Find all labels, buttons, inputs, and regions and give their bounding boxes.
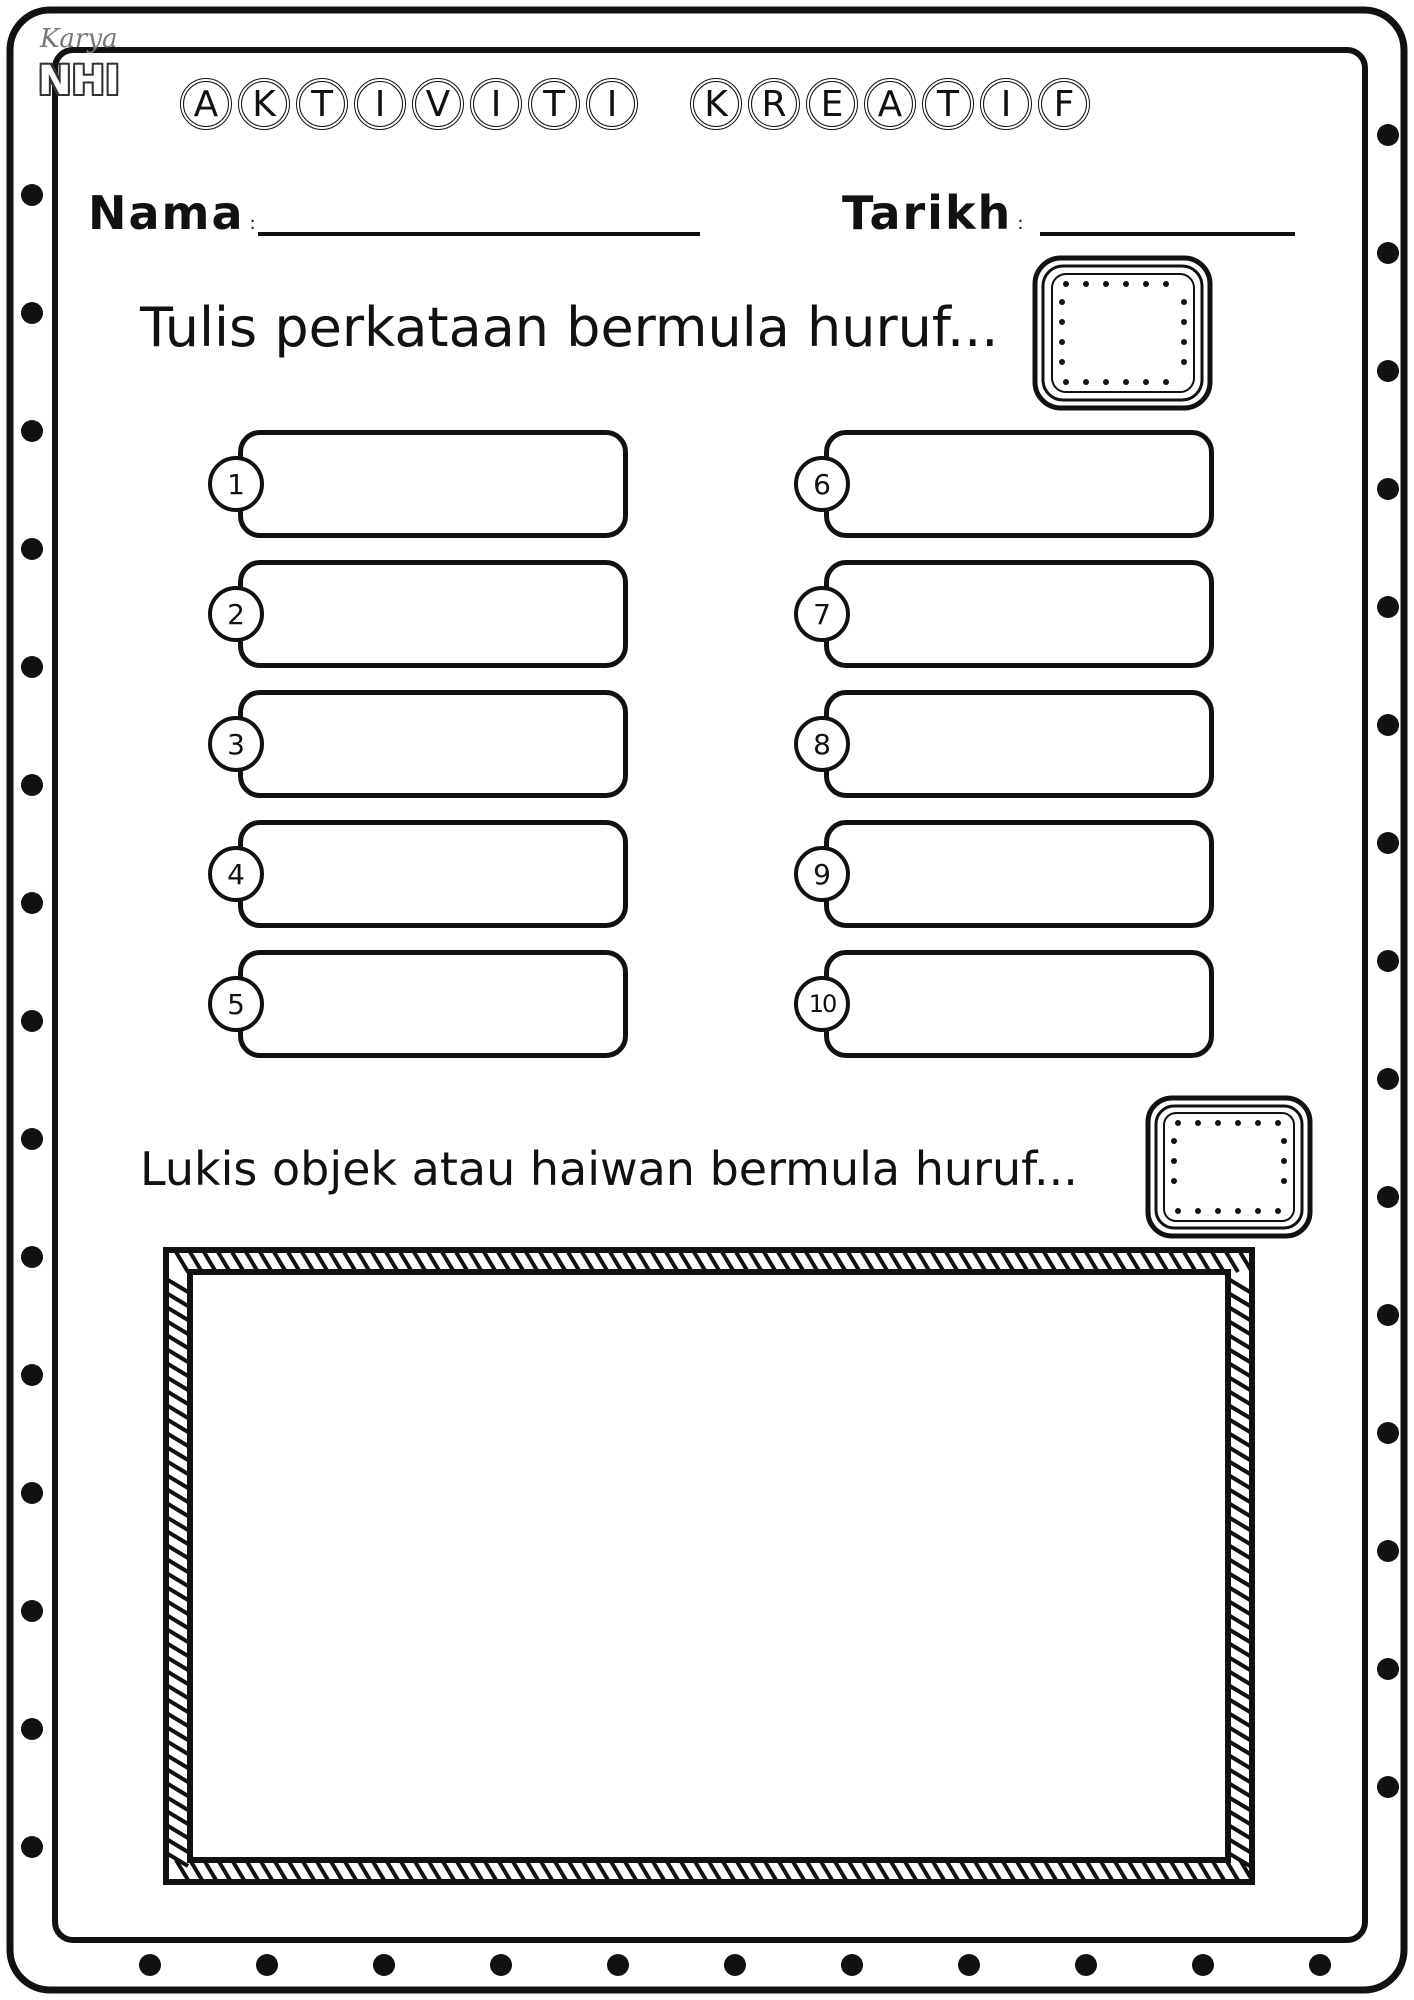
answer-box[interactable]: [238, 690, 628, 798]
decor-dot: [21, 656, 43, 678]
decor-dot: [21, 1010, 43, 1032]
page-title: [180, 78, 1090, 130]
logo-mark: NHI: [38, 58, 120, 104]
decor-dot: [1059, 319, 1065, 325]
decor-dot: [21, 1128, 43, 1150]
decor-dot: [1255, 1208, 1261, 1214]
drawing-area[interactable]: [166, 1250, 1252, 1882]
decor-dot: [1083, 379, 1089, 385]
date-field: [842, 186, 1023, 240]
answer-number-badge: 7: [794, 586, 850, 642]
decor-dot: [1255, 1120, 1261, 1126]
title-letter: T: [296, 78, 348, 130]
name-field: [88, 186, 256, 240]
title-letter: V: [412, 78, 464, 130]
title-letter: T: [922, 78, 974, 130]
name-colon: :: [249, 213, 256, 234]
title-letter: K: [238, 78, 290, 130]
name-input-line[interactable]: [258, 232, 700, 236]
decor-dot: [1377, 832, 1399, 854]
title-letter: E: [806, 78, 858, 130]
decor-dot: [1075, 1954, 1097, 1976]
decor-dot: [1377, 242, 1399, 264]
decor-dot: [1175, 1208, 1181, 1214]
decor-dot: [21, 774, 43, 796]
decor-dot: [1181, 359, 1187, 365]
decor-dot: [21, 1718, 43, 1740]
decor-dot: [1175, 1120, 1181, 1126]
decor-dot: [373, 1954, 395, 1976]
decor-dot: [1281, 1138, 1287, 1144]
title-letter: A: [864, 78, 916, 130]
decor-dot: [1171, 1178, 1177, 1184]
decor-dot: [1309, 1954, 1331, 1976]
answer-box[interactable]: [824, 820, 1214, 928]
decor-dot: [21, 1246, 43, 1268]
decor-dot: [841, 1954, 863, 1976]
decor-dot: [1275, 1208, 1281, 1214]
decor-dot: [1103, 281, 1109, 287]
decor-dot: [1377, 950, 1399, 972]
decor-dot: [1195, 1120, 1201, 1126]
answer-number-badge: 4: [208, 846, 264, 902]
title-letter: I: [980, 78, 1032, 130]
decor-dot: [21, 1482, 43, 1504]
decor-dot: [1377, 596, 1399, 618]
letter-box-1: [1035, 258, 1210, 408]
decor-dot: [1171, 1158, 1177, 1164]
title-letter: R: [748, 78, 800, 130]
decor-dot: [21, 1364, 43, 1386]
decor-dot: [1377, 1658, 1399, 1680]
answer-box[interactable]: [824, 950, 1214, 1058]
decor-dot: [21, 538, 43, 560]
decor-dot: [1281, 1178, 1287, 1184]
decor-dot: [1192, 1954, 1214, 1976]
decor-dot: [1377, 1776, 1399, 1798]
decor-dot: [1377, 478, 1399, 500]
decor-dot: [1123, 281, 1129, 287]
title-letter: I: [354, 78, 406, 130]
decor-dot: [1059, 359, 1065, 365]
decor-dot: [1235, 1120, 1241, 1126]
title-letter: T: [528, 78, 580, 130]
decor-dot: [21, 892, 43, 914]
name-label: Nama: [88, 186, 245, 240]
answer-box[interactable]: [824, 430, 1214, 538]
decor-dot: [1163, 379, 1169, 385]
instruction-draw-object: Lukis objek atau haiwan bermula huruf...: [140, 1142, 1078, 1196]
answer-number-badge: 6: [794, 456, 850, 512]
decor-dot: [1083, 281, 1089, 287]
decor-dot: [1281, 1158, 1287, 1164]
decor-dot: [1215, 1208, 1221, 1214]
decor-dot: [21, 1836, 43, 1858]
decor-dot: [1171, 1138, 1177, 1144]
decor-dot: [1377, 714, 1399, 736]
title-letter: F: [1038, 78, 1090, 130]
decor-dot: [256, 1954, 278, 1976]
date-colon: :: [1017, 213, 1024, 234]
date-label: Tarikh: [842, 186, 1013, 240]
answer-number-badge: 1: [208, 456, 264, 512]
answer-number-badge: 10: [794, 976, 850, 1032]
logo: [18, 18, 128, 108]
decor-dot: [1377, 1304, 1399, 1326]
answer-box[interactable]: [824, 690, 1214, 798]
answer-box[interactable]: [238, 560, 628, 668]
decor-dot: [607, 1954, 629, 1976]
decor-dot: [1103, 379, 1109, 385]
decor-dot: [1181, 319, 1187, 325]
decor-dot: [1377, 1068, 1399, 1090]
answer-number-badge: 9: [794, 846, 850, 902]
decor-dot: [490, 1954, 512, 1976]
date-input-line[interactable]: [1040, 232, 1295, 236]
decor-dot: [1377, 360, 1399, 382]
answer-box[interactable]: [824, 560, 1214, 668]
decor-dot: [139, 1954, 161, 1976]
decor-dot: [1181, 339, 1187, 345]
decor-dot: [1063, 379, 1069, 385]
answer-box[interactable]: [238, 820, 628, 928]
answer-box[interactable]: [238, 950, 628, 1058]
decor-dot: [1275, 1120, 1281, 1126]
decor-dot: [1163, 281, 1169, 287]
letter-box-2: [1148, 1098, 1310, 1236]
title-letter: I: [470, 78, 522, 130]
title-letter: A: [180, 78, 232, 130]
answer-number-badge: 2: [208, 586, 264, 642]
decor-dot: [21, 302, 43, 324]
decor-dot: [1377, 1422, 1399, 1444]
decor-dot: [1215, 1120, 1221, 1126]
decor-dot: [21, 1600, 43, 1622]
decor-dot: [1143, 379, 1149, 385]
decor-dot: [1377, 124, 1399, 146]
decor-dot: [21, 184, 43, 206]
decor-dot: [21, 420, 43, 442]
decor-dot: [1123, 379, 1129, 385]
decor-dot: [1063, 281, 1069, 287]
answer-number-badge: 5: [208, 976, 264, 1032]
decor-dot: [1235, 1208, 1241, 1214]
answer-box[interactable]: [238, 430, 628, 538]
title-letter: K: [690, 78, 742, 130]
decor-dot: [958, 1954, 980, 1976]
decor-dot: [1181, 299, 1187, 305]
title-letter: I: [586, 78, 638, 130]
instruction-write-words: Tulis perkataan bermula huruf...: [140, 296, 999, 359]
decor-dot: [1059, 339, 1065, 345]
decor-dot: [1377, 1186, 1399, 1208]
logo-script: Karya: [40, 24, 118, 54]
answer-number-badge: 3: [208, 716, 264, 772]
decor-dot: [1059, 299, 1065, 305]
answer-number-badge: 8: [794, 716, 850, 772]
decor-dot: [724, 1954, 746, 1976]
decor-dot: [1195, 1208, 1201, 1214]
decor-dot: [1143, 281, 1149, 287]
decor-dot: [1377, 1540, 1399, 1562]
